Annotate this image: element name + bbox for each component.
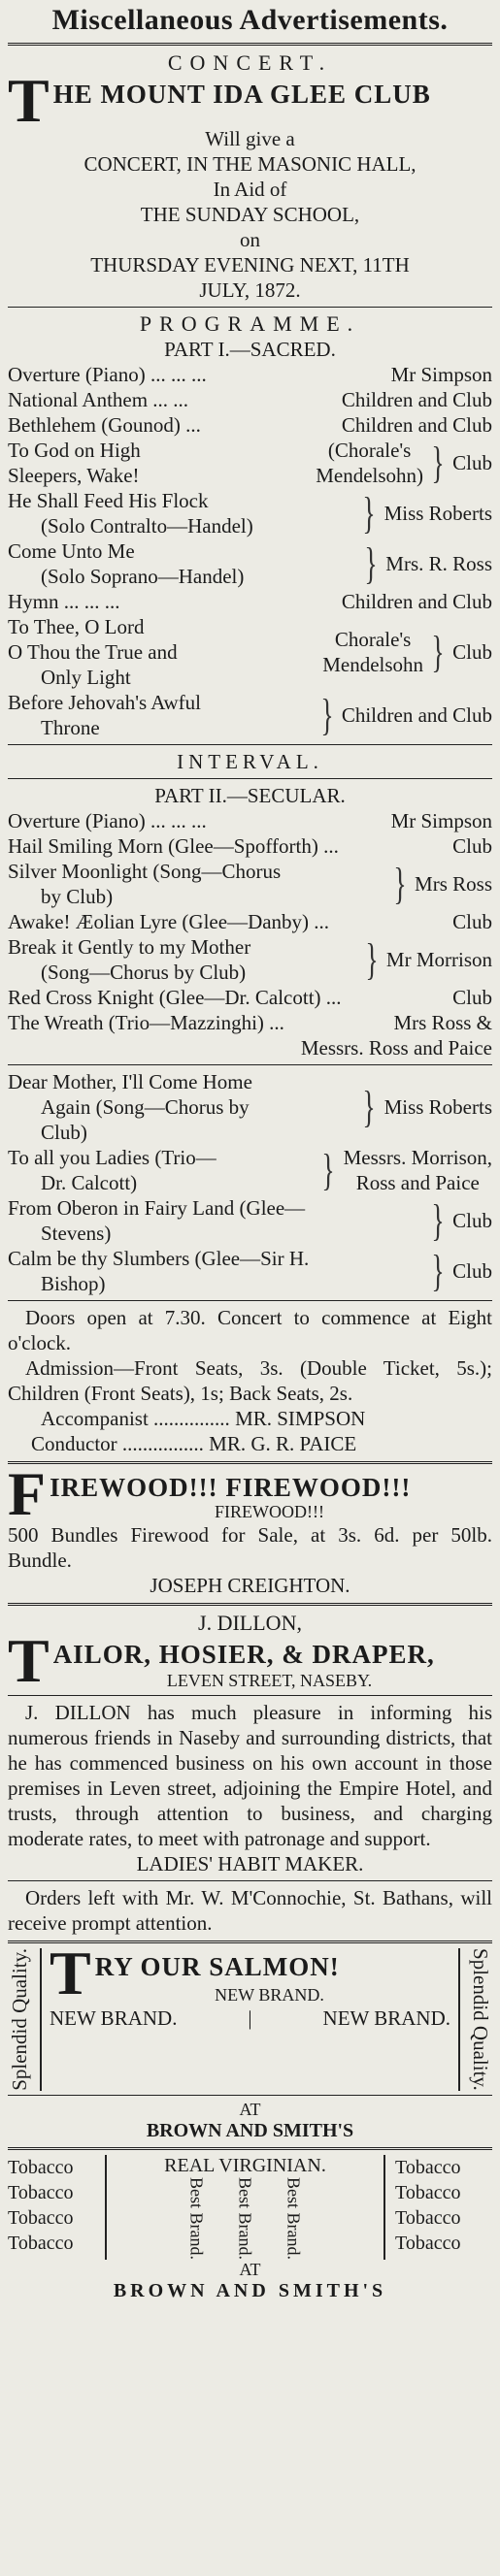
programme-item: To all you Ladies (Trio— Dr. Calcott) } Messrs. Morrison, Ross and Paice bbox=[8, 1145, 492, 1194]
salmon-ad bbox=[8, 1939, 492, 2091]
programme-heading: PROGRAMME. bbox=[139, 311, 361, 336]
firewood-body: 500 Bundles Firewood for Sale, at 3s. 6d. per 50lb. Bundle. bbox=[8, 1523, 492, 1572]
divider bbox=[8, 43, 492, 46]
at-label: AT bbox=[239, 2259, 261, 2279]
divider bbox=[8, 1461, 492, 1464]
shop-name: BROWN AND SMITH'S bbox=[146, 2119, 354, 2141]
concert-line: In Aid of bbox=[213, 178, 287, 201]
drop-cap: F bbox=[8, 1459, 47, 1528]
programme-item: Hymn ... ... ... Children and Club bbox=[8, 590, 492, 613]
concert-line: JULY, 1872. bbox=[199, 278, 301, 302]
programme-item: Silver Moonlight (Song—Chorus by Club) } Mrs Ross bbox=[8, 859, 492, 908]
programme-item: From Oberon in Fairy Land (Glee— Stevens) } Club bbox=[8, 1195, 492, 1245]
tobacco-left-list: Tobacco Tobacco Tobacco Tobacco bbox=[8, 2156, 74, 2254]
drop-cap: T bbox=[50, 1939, 91, 2007]
dillon-paragraph: J. DILLON has much pleasure in informing his numerous friends in Naseby and surrounding districts, that he has commenced business on his own account in those premises in Leven street, adjoining the Empire Hotel, and trusts, through attention to business, and charging moderate rates, to meet with patronage and support. bbox=[8, 1701, 492, 1850]
tobacco-ad bbox=[8, 2155, 492, 2260]
part-heading: PART I.—SACRED. bbox=[164, 338, 336, 361]
divider bbox=[8, 778, 492, 779]
dillon-name: J. DILLON, bbox=[198, 1611, 302, 1635]
accompanist-line: Accompanist ............... MR. SIMPSON bbox=[41, 1407, 366, 1430]
divider bbox=[8, 1880, 492, 1881]
programme-item: Hail Smiling Morn (Glee—Spofforth) ... Club bbox=[8, 834, 492, 858]
side-label: Splendid Quality. bbox=[8, 1948, 31, 2091]
concert-label: CONCERT. bbox=[167, 50, 333, 75]
dillon-orders: Orders left with Mr. W. M'Connochie, St. Bathans, will receive prompt attention. bbox=[8, 1886, 492, 1935]
dillon-street: LEVEN STREET, NASEBY. bbox=[166, 1671, 373, 1690]
tobacco-main bbox=[105, 2155, 385, 2260]
dillon-ad bbox=[8, 1611, 492, 1936]
divider bbox=[8, 744, 492, 745]
at-label: AT bbox=[239, 2099, 261, 2119]
shop-name: BROWN AND SMITH'S bbox=[113, 2279, 387, 2301]
concert-heading bbox=[8, 66, 492, 135]
programme-item: Overture (Piano) ... ... ... Mr Simpson bbox=[8, 363, 492, 386]
programme-item: Come Unto Me (Solo Soprano—Handel) } Mrs. R. Ross bbox=[8, 538, 492, 588]
tobacco-right-list: Tobacco Tobacco Tobacco Tobacco bbox=[395, 2156, 461, 2254]
conductor-line: Conductor ................ MR. G. R. PAICE bbox=[31, 1432, 357, 1455]
divider bbox=[8, 1695, 492, 1696]
salmon-brands: NEW BRAND. | NEW BRAND. bbox=[50, 2006, 450, 2030]
admission-text: Admission—Front Seats, 3s. (Double Ticket, 5s.); Children (Front Seats), 1s; Back Seats, 2s. bbox=[8, 1356, 492, 1405]
programme-item: Awake! Æolian Lyre (Glee—Danby) ... Club bbox=[8, 910, 492, 933]
concert-line: on bbox=[240, 228, 260, 251]
programme-item: Messrs. Ross and Paice bbox=[300, 1036, 492, 1060]
divider bbox=[8, 1603, 492, 1606]
programme-item: Before Jehovah's Awful Throne } Children and Club bbox=[8, 690, 492, 739]
doors-text: Doors open at 7.30. Concert to commence at Eight o'clock. bbox=[8, 1306, 492, 1354]
programme-item: To God on High Sleepers, Wake! (Chorale's Mendelsohn) } Club bbox=[8, 438, 492, 487]
drop-cap: T bbox=[8, 1626, 50, 1695]
programme-item: Bethlehem (Gounod) ... Children and Club bbox=[8, 413, 492, 437]
interval-heading: INTERVAL. bbox=[177, 750, 323, 773]
firewood-title: IREWOOD!!! FIREWOOD!!! bbox=[50, 1473, 412, 1502]
side-label: Splendid Quality. bbox=[469, 1948, 492, 2091]
firewood-seller: JOSEPH CREIGHTON. bbox=[150, 1574, 350, 1597]
programme-item: He Shall Feed His Flock (Solo Contralto—Handel) } Miss Roberts bbox=[8, 488, 492, 538]
programme-item: Dear Mother, I'll Come Home Again (Song—Chorus by Club) } Miss Roberts bbox=[8, 1070, 492, 1144]
brand-row: Best Brand. Best Brand. Best Brand. bbox=[186, 2176, 304, 2260]
programme-item: Break it Gently to my Mother (Song—Chorus by Club) } Mr Morrison bbox=[8, 934, 492, 984]
programme-item: The Wreath (Trio—Mazzinghi) ... Mrs Ross & bbox=[8, 1011, 492, 1034]
programme-item: To Thee, O Lord O Thou the True and Only Light Chorale's Mendelsohn } Club bbox=[8, 615, 492, 689]
salmon-title: RY OUR SALMON! bbox=[94, 1952, 340, 1981]
divider bbox=[8, 1064, 492, 1065]
part-heading: PART II.—SECULAR. bbox=[154, 784, 346, 807]
divider bbox=[8, 307, 492, 308]
firewood-ad bbox=[8, 1459, 492, 1598]
salmon-main bbox=[40, 1939, 460, 2091]
programme-item: Red Cross Knight (Glee—Dr. Calcott) ... Club bbox=[8, 986, 492, 1009]
dillon-title: AILOR, HOSIER, & DRAPER, bbox=[52, 1640, 435, 1669]
concert-line: CONCERT, IN THE MASONIC HALL, bbox=[83, 152, 417, 176]
concert-line: THURSDAY EVENING NEXT, 11TH bbox=[90, 253, 410, 277]
concert-ad bbox=[8, 50, 492, 1456]
programme-item: National Anthem ... ... Children and Club bbox=[8, 388, 492, 411]
concert-line: THE SUNDAY SCHOOL, bbox=[140, 203, 360, 226]
newspaper-column bbox=[0, 4, 500, 2302]
dillon-ladies: LADIES' HABIT MAKER. bbox=[136, 1852, 364, 1875]
section-title: Miscellaneous Advertisements. bbox=[51, 4, 449, 36]
firewood-sub: FIREWOOD!!! bbox=[215, 1502, 324, 1521]
divider bbox=[8, 1300, 492, 1301]
salmon-brand: NEW BRAND. bbox=[215, 1985, 324, 2005]
club-name: HE MOUNT IDA GLEE CLUB bbox=[52, 80, 431, 109]
programme-item: Overture (Piano) ... ... ... Mr Simpson bbox=[8, 809, 492, 832]
tobacco-heading: REAL VIRGINIAN. bbox=[164, 2154, 326, 2176]
drop-cap: T bbox=[8, 66, 50, 135]
divider bbox=[8, 2095, 492, 2096]
programme-item: Calm be thy Slumbers (Glee—Sir H. Bishop) } Club bbox=[8, 1246, 492, 1295]
divider bbox=[8, 2147, 492, 2150]
concert-line: Will give a bbox=[205, 127, 295, 150]
